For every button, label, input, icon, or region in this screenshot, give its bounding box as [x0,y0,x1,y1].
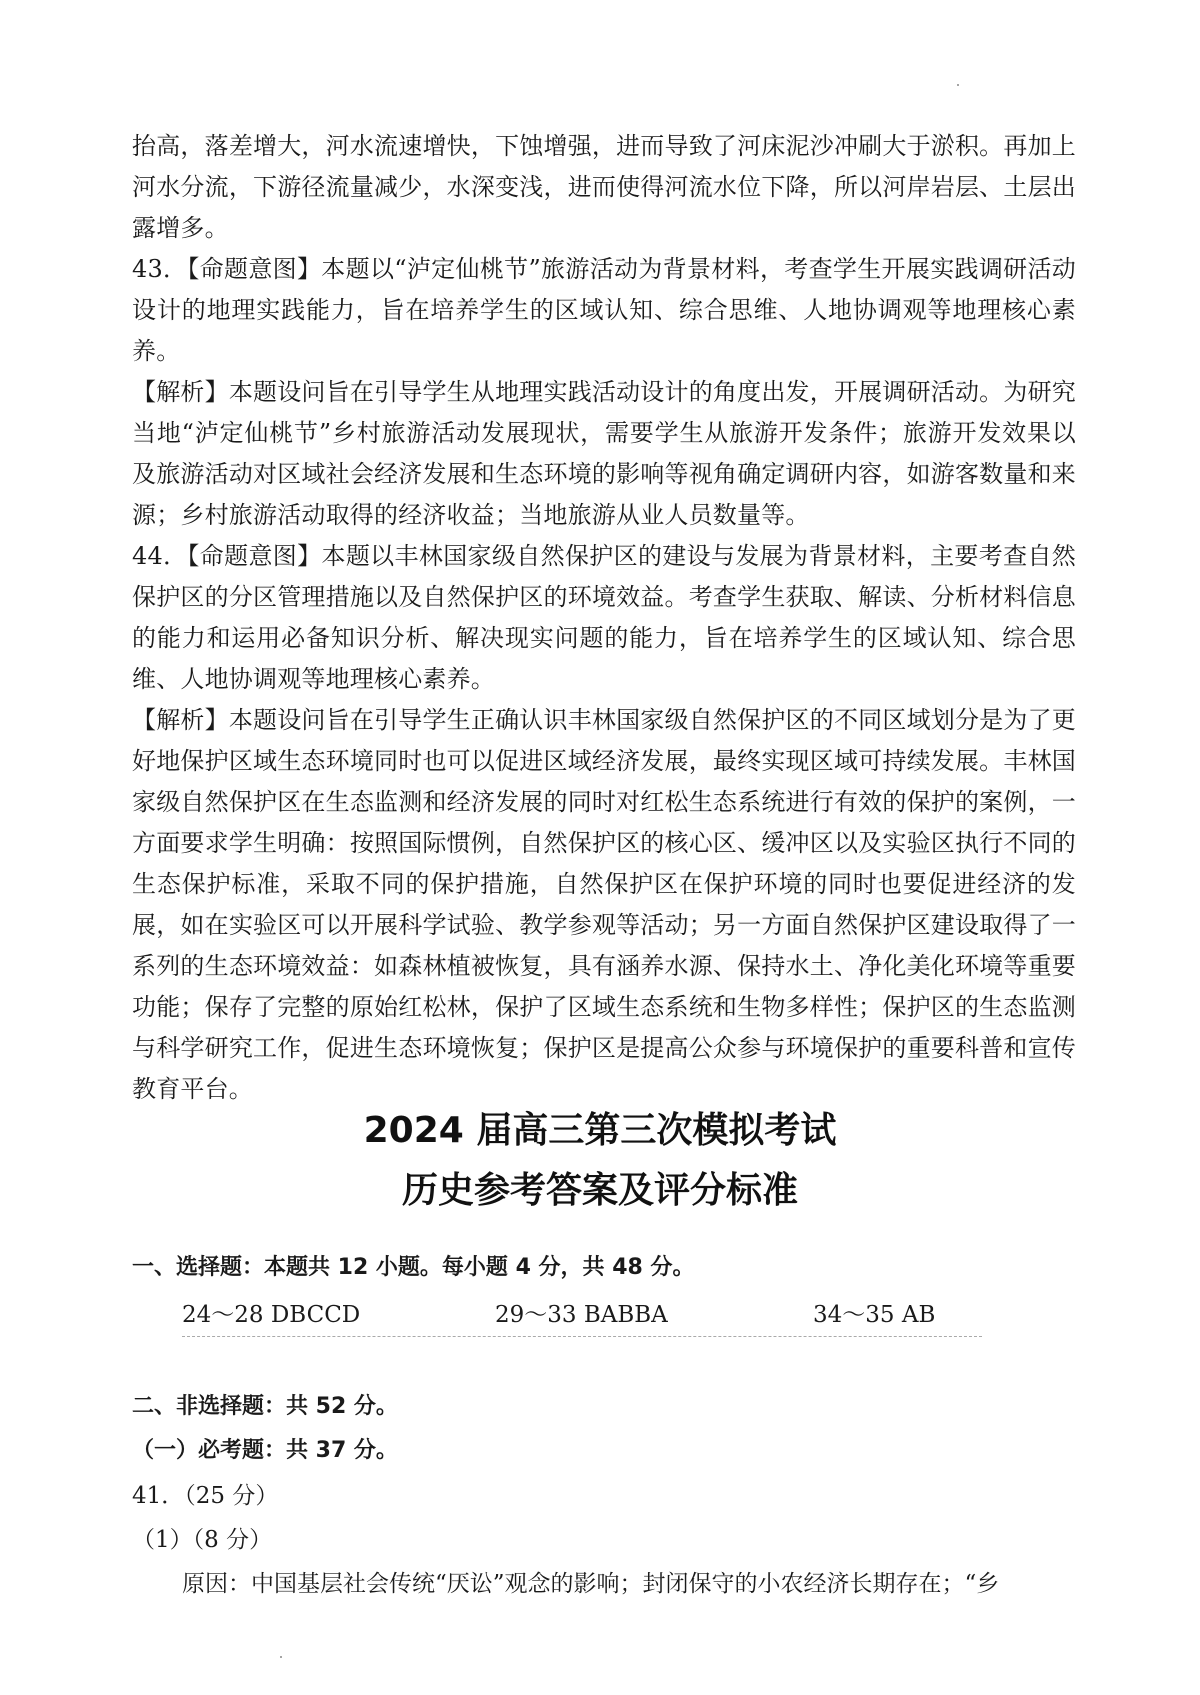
answer-group-1: 24～28 DBCCD [182,1302,361,1328]
scan-speck [280,1656,282,1658]
answer-group-2: 29～33 BABBA [495,1302,668,1328]
paragraph-q44-intent: 44．【命题意图】本题以丰林国家级自然保护区的建设与发展为背景材料，主要考查自然保护区的分区管理措施以及自然保护区的环境效益。考查学生获取、解读、分析材料信息的能力和运用必备知识分析、解决现实问题的能力，旨在培养学生的区域认知、综合思维、人地协调观等地理核心素养。 [132,542,1076,693]
geography-explanation [132,126,1076,1110]
section-choice-heading: 一、选择题：本题共 12 小题。每小题 4 分，共 48 分。 [132,1255,695,1280]
subsection-required-heading: （一）必考题：共 37 分。 [132,1438,398,1463]
answer-group-3: 34～35 AB [813,1302,936,1328]
paragraph-q43-analysis: 【解析】本题设问旨在引导学生从地理实践活动设计的角度出发，开展调研活动。为研究当地“泸定仙桃节”乡村旅游活动发展现状，需要学生从旅游开发条件；旅游开发效果以及旅游活动对区域社会经济发展和生态环境的影响等视角确定调研内容，如游客数量和来源；乡村旅游活动取得的经济收益；当地旅游从业人员数量等。 [132,378,1076,529]
question-41-part1-label: （1）（8 分） [132,1527,273,1553]
question-41-label: 41．（25 分） [132,1483,279,1509]
exam-title: 2024 届高三第三次模拟考试 [363,1110,837,1151]
exam-subtitle: 历史参考答案及评分标准 [401,1170,798,1211]
paragraph-continuation: 抬高，落差增大，河水流速增快，下蚀增强，进而导致了河床泥沙冲刷大于淤积。再加上河水分流，下游径流量减少，水深变浅，进而使得河流水位下降，所以河岸岩层、土层出露增多。 [132,132,1076,242]
question-41-reason: 原因：中国基层社会传统“厌讼”观念的影响；封闭保守的小农经济长期存在；“乡 [182,1571,1000,1597]
scan-speck [957,84,959,86]
paragraph-q44-analysis: 【解析】本题设问旨在引导学生正确认识丰林国家级自然保护区的不同区域划分是为了更好地保护区域生态环境同时也可以促进区域经济发展，最终实现区域可持续发展。丰林国家级自然保护区在生态监测和经济发展的同时对红松生态系统进行有效的保护的案例，一方面要求学生明确：按照国际惯例，自然保护区的核心区、缓冲区以及实验区执行不同的生态保护标准，采取不同的保护措施，自然保护区在保护环境的同时也要促进经济的发展，如在实验区可以开展科学试验、教学参观等活动；另一方面自然保护区建设取得了一系列的生态环境效益：如森林植被恢复，具有涵养水源、保持水土、净化美化环境等重要功能；保存了完整的原始红松林，保护了区域生态系统和生物多样性；保护区的生态监测与科学研究工作，促进生态环境恢复；保护区是提高公众参与环境保护的重要科普和宣传教育平台。 [132,706,1076,1103]
answer-row [182,1296,982,1337]
section-nonchoice-heading: 二、非选择题：共 52 分。 [132,1394,398,1419]
paragraph-q43-intent: 43．【命题意图】本题以“泸定仙桃节”旅游活动为背景材料，考查学生开展实践调研活动设计的地理实践能力，旨在培养学生的区域认知、综合思维、人地协调观等地理核心素养。 [132,255,1076,365]
